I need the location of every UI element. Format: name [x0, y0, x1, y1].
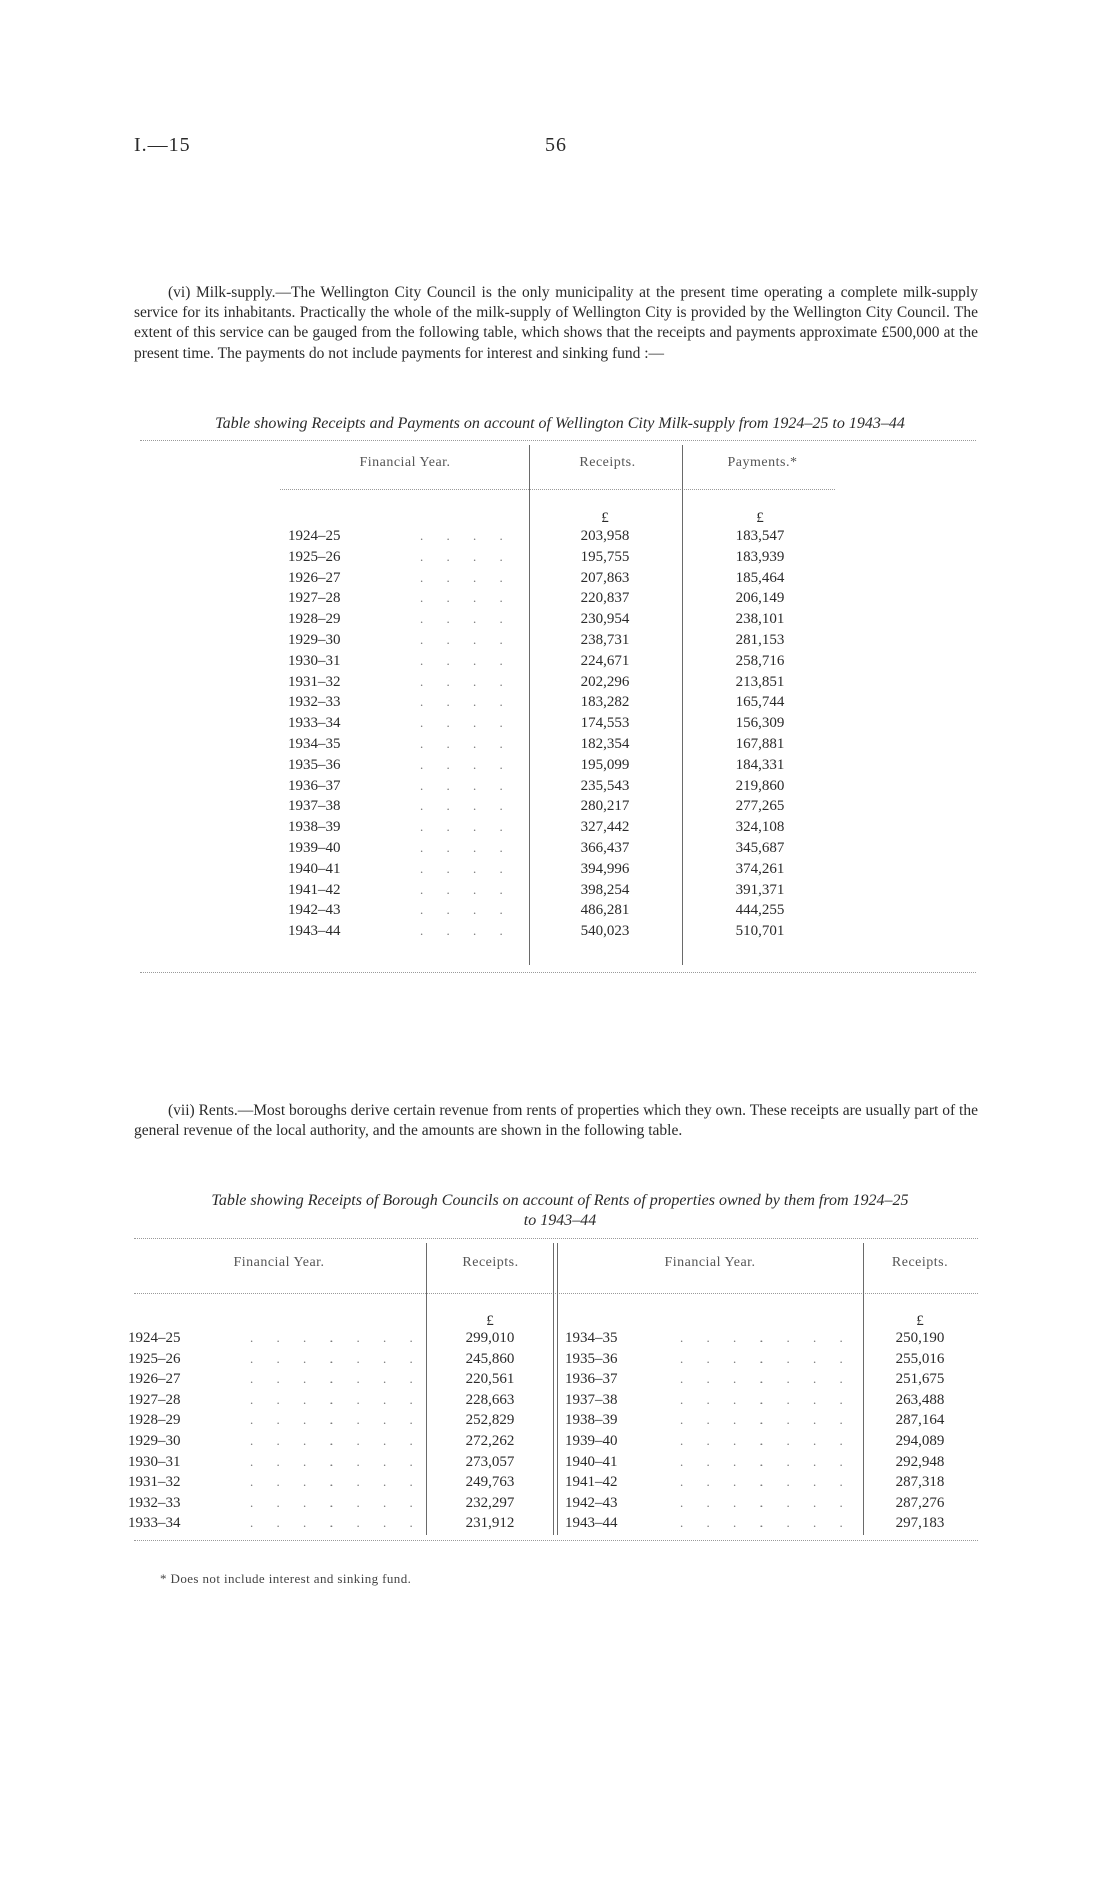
document-reference: I.—15: [134, 134, 191, 156]
milk-row-year: 1942–43: [288, 902, 341, 919]
milk-row-receipts: 327,442: [580, 819, 630, 836]
milk-row-leader: . . . .: [420, 528, 513, 543]
milk-row-payments: 183,939: [735, 548, 785, 565]
milk-row-year: 1943–44: [288, 923, 341, 940]
rents-row-leader-left-2: . . . .: [330, 1391, 423, 1407]
rents-table-caption-line1: Table showing Receipts of Borough Councils on account of Rents of properties owned by them from 1924–25: [211, 1192, 909, 1209]
milk-row-year: 1936–37: [288, 777, 341, 794]
milk-row-year: 1931–32: [288, 673, 341, 690]
rents-row-receipts-left: 245,860: [465, 1350, 515, 1367]
rents-row-year-right: 1939–40: [565, 1433, 618, 1449]
milk-row-year: 1930–31: [288, 652, 341, 669]
milk-row-payments: 345,687: [735, 840, 785, 856]
rents-row-leader-right: . . . .: [680, 1515, 773, 1531]
page-number: 56: [545, 134, 567, 156]
rents-row-leader-left-2: . . . .: [330, 1330, 423, 1345]
rents-row-leader-left-2: . . . .: [330, 1474, 423, 1490]
milk-row-payments: 238,101: [735, 611, 785, 628]
rents-row-year-right: 1934–35: [565, 1330, 618, 1346]
milk-row-receipts: 202,296: [580, 673, 630, 690]
milk-row-year: 1925–26: [288, 548, 341, 565]
milk-row-receipts: 195,755: [580, 548, 630, 565]
rents-row-leader-right-2: . . . .: [760, 1350, 853, 1366]
milk-row-leader: . . . .: [420, 840, 513, 855]
rents-row-leader-right: . . . .: [680, 1494, 773, 1510]
milk-row-leader: . . . .: [420, 632, 513, 647]
rents-row-receipts-left: 220,561: [465, 1371, 515, 1388]
rents-row-leader-left-2: . . . .: [330, 1433, 423, 1448]
milk-row-payments: 374,261: [735, 860, 785, 877]
milk-row-payments: 258,716: [735, 652, 785, 669]
rents-row-year-right: 1940–41: [565, 1453, 618, 1470]
rents-col-year-header-right: Financial Year.: [664, 1255, 756, 1270]
milk-row-receipts: 203,958: [580, 528, 630, 544]
milk-supply-text: (vi) Milk-supply.—The Wellington City Council is the only municipality at the present time operating a complete milk-supply service for its inhabitants. Practically the whole of the milk-supply of Wellington City is provided by the Wellington City Council. The extent of this service can be gauged from the following table, which shows that the receipts and payments approximate £500,000 at the present time. The payments do not include payments for interest and sinking fund :—: [134, 284, 978, 362]
rents-row-year-left: 1932–33: [128, 1494, 181, 1511]
milk-row-leader: . . . .: [420, 736, 513, 751]
milk-row-year: 1934–35: [288, 736, 341, 752]
milk-row-year: 1927–28: [288, 590, 341, 607]
milk-row-payments: 391,371: [735, 881, 785, 898]
rents-row-leader-right: . . . .: [680, 1412, 773, 1428]
milk-row-leader: . . . .: [420, 548, 513, 564]
rents-row-leader-right: . . . .: [680, 1474, 773, 1490]
rents-row-leader-right: . . . .: [680, 1371, 773, 1387]
rents-row-year-left: 1929–30: [128, 1433, 181, 1449]
milk-row-receipts: 207,863: [580, 569, 630, 586]
milk-row-payments: 185,464: [735, 569, 785, 586]
rents-col-receipts-header-right: Receipts.: [891, 1255, 949, 1270]
milk-row-year: 1928–29: [288, 611, 341, 628]
milk-row-leader: . . . .: [420, 652, 513, 668]
rents-table-caption-line2: to 1943–44: [523, 1212, 597, 1229]
rents-receipts-unit-right: £: [916, 1313, 924, 1329]
rents-row-receipts-left: 232,297: [465, 1494, 515, 1511]
rents-row-leader-left: . . . .: [250, 1330, 343, 1345]
rents-row-receipts-left: 231,912: [465, 1515, 515, 1532]
rents-table-bottom-rule: [134, 1540, 978, 1541]
milk-row-receipts: 220,837: [580, 590, 630, 607]
rents-row-receipts-right: 251,675: [895, 1371, 945, 1388]
rents-row-leader-left-2: . . . .: [330, 1453, 423, 1469]
milk-row-payments: 324,108: [735, 819, 785, 836]
rents-row-receipts-right: 287,318: [895, 1474, 945, 1491]
milk-row-payments: 206,149: [735, 590, 785, 607]
rents-row-leader-left: . . . .: [250, 1412, 343, 1428]
milk-row-receipts: 238,731: [580, 632, 630, 648]
rents-row-receipts-left: 249,763: [465, 1474, 515, 1491]
milk-row-payments: 167,881: [735, 736, 785, 752]
milk-row-year: 1935–36: [288, 756, 341, 773]
milk-table-caption: Table showing Receipts and Payments on account of Wellington City Milk-supply from 1924–25 to 1943–44: [215, 415, 905, 432]
milk-row-payments: 510,701: [735, 923, 785, 940]
milk-receipts-unit: £: [601, 510, 609, 526]
milk-row-year: 1941–42: [288, 881, 341, 898]
rents-row-leader-left-2: . . . .: [330, 1371, 423, 1387]
milk-row-year: 1933–34: [288, 715, 341, 732]
milk-row-year: 1924–25: [288, 528, 341, 544]
milk-row-leader: . . . .: [420, 694, 513, 710]
milk-row-receipts: 280,217: [580, 798, 630, 815]
rents-row-receipts-left: 272,262: [465, 1433, 515, 1449]
rents-row-receipts-right: 255,016: [895, 1350, 945, 1367]
milk-table-bottom-rule: [140, 972, 976, 973]
rents-row-year-left: 1931–32: [128, 1474, 181, 1491]
milk-row-receipts: 182,354: [580, 736, 630, 752]
rents-row-year-left: 1933–34: [128, 1515, 181, 1532]
milk-row-year: 1932–33: [288, 694, 341, 711]
rents-paragraph: [134, 1101, 978, 1141]
milk-row-payments: 444,255: [735, 902, 785, 919]
rents-text: (vii) Rents.—Most boroughs derive certain revenue from rents of properties which they own. These receipts are usually part of the general revenue of the local authority, and the amounts are shown in the following table.: [134, 1102, 978, 1140]
rents-row-receipts-right: 287,276: [895, 1494, 945, 1511]
milk-row-year: 1926–27: [288, 569, 341, 586]
rents-row-leader-left: . . . .: [250, 1453, 343, 1469]
milk-row-year: 1937–38: [288, 798, 341, 815]
milk-row-year: 1939–40: [288, 840, 341, 856]
milk-row-year: 1938–39: [288, 819, 341, 836]
rents-row-leader-left-2: . . . .: [330, 1350, 423, 1366]
rents-row-year-right: 1943–44: [565, 1515, 618, 1532]
milk-col-payments-header: Payments.*: [727, 455, 798, 470]
milk-row-receipts: 195,099: [580, 756, 630, 773]
milk-row-leader: . . . .: [420, 673, 513, 689]
milk-col-receipts-header: Receipts.: [579, 455, 636, 470]
milk-row-leader: . . . .: [420, 569, 513, 585]
rents-row-leader-right: . . . .: [680, 1330, 773, 1345]
rents-row-receipts-right: 292,948: [895, 1453, 945, 1470]
milk-row-leader: . . . .: [420, 902, 513, 918]
rents-row-leader-right-2: . . . .: [760, 1371, 853, 1387]
rents-row-year-left: 1925–26: [128, 1350, 181, 1367]
rents-col-year-header-left: Financial Year.: [233, 1255, 325, 1270]
rents-row-leader-right: . . . .: [680, 1453, 773, 1469]
milk-divider-2: [682, 445, 683, 965]
milk-row-leader: . . . .: [420, 860, 513, 876]
milk-row-receipts: 486,281: [580, 902, 630, 919]
rents-row-year-left: 1926–27: [128, 1371, 181, 1388]
rents-row-leader-right: . . . .: [680, 1391, 773, 1407]
rents-row-leader-left-2: . . . .: [330, 1412, 423, 1428]
milk-row-payments: 165,744: [735, 694, 785, 711]
rents-row-leader-left-2: . . . .: [330, 1494, 423, 1510]
rents-col-receipts-header-left: Receipts.: [462, 1255, 519, 1270]
rents-row-receipts-left: 273,057: [465, 1453, 515, 1470]
rents-row-leader-right-2: . . . .: [760, 1453, 853, 1469]
rents-row-leader-left: . . . .: [250, 1433, 343, 1448]
footnote: * Does not include interest and sinking fund.: [160, 1571, 412, 1586]
rents-divider-1: [426, 1243, 427, 1535]
rents-row-leader-right-2: . . . .: [760, 1330, 853, 1345]
rents-row-leader-right: . . . .: [680, 1433, 773, 1448]
milk-row-payments: 183,547: [735, 528, 785, 544]
milk-row-leader: . . . .: [420, 777, 513, 793]
milk-supply-paragraph: [134, 283, 978, 364]
milk-table-top-rule: [140, 440, 976, 441]
milk-row-receipts: 398,254: [580, 881, 630, 898]
rents-row-receipts-right: 297,183: [895, 1515, 945, 1532]
milk-row-receipts: 235,543: [580, 777, 630, 794]
rents-row-leader-right-2: . . . .: [760, 1391, 853, 1407]
rents-row-receipts-left: 228,663: [465, 1391, 515, 1408]
milk-divider-1: [529, 445, 530, 965]
rents-row-leader-right-2: . . . .: [760, 1515, 853, 1531]
rents-table-top-rule: [134, 1238, 978, 1239]
milk-row-payments: 277,265: [735, 798, 785, 815]
rents-row-leader-left: . . . .: [250, 1371, 343, 1387]
rents-row-year-left: 1924–25: [128, 1330, 181, 1346]
milk-row-receipts: 394,996: [580, 860, 630, 877]
milk-row-receipts: 366,437: [580, 840, 630, 856]
milk-row-payments: 213,851: [735, 673, 785, 690]
rents-divider-3: [863, 1243, 864, 1535]
milk-row-leader: . . . .: [420, 756, 513, 772]
rents-row-receipts-right: 287,164: [895, 1412, 945, 1429]
milk-row-payments: 184,331: [735, 756, 785, 773]
milk-row-leader: . . . .: [420, 881, 513, 897]
rents-row-leader-right-2: . . . .: [760, 1433, 853, 1448]
rents-row-leader-left: . . . .: [250, 1391, 343, 1407]
rents-row-receipts-right: 250,190: [895, 1330, 945, 1346]
rents-row-leader-right: . . . .: [680, 1350, 773, 1366]
milk-row-leader: . . . .: [420, 590, 513, 606]
rents-receipts-unit-left: £: [486, 1313, 494, 1329]
rents-row-receipts-left: 299,010: [465, 1330, 515, 1346]
rents-row-year-right: 1941–42: [565, 1474, 618, 1491]
rents-row-year-right: 1938–39: [565, 1412, 618, 1429]
rents-row-receipts-right: 294,089: [895, 1433, 945, 1449]
rents-row-year-left: 1927–28: [128, 1391, 181, 1408]
milk-row-leader: . . . .: [420, 715, 513, 731]
milk-row-year: 1929–30: [288, 632, 341, 648]
milk-row-receipts: 183,282: [580, 694, 630, 711]
milk-row-leader: . . . .: [420, 923, 513, 939]
rents-row-leader-right-2: . . . .: [760, 1474, 853, 1490]
milk-row-receipts: 540,023: [580, 923, 630, 940]
milk-row-leader: . . . .: [420, 798, 513, 814]
rents-row-year-right: 1937–38: [565, 1391, 618, 1408]
rents-row-leader-left: . . . .: [250, 1515, 343, 1531]
rents-row-receipts-left: 252,829: [465, 1412, 515, 1429]
rents-row-leader-right-2: . . . .: [760, 1494, 853, 1510]
milk-table-header-rule: [280, 489, 835, 490]
rents-row-receipts-right: 263,488: [895, 1391, 945, 1408]
milk-row-leader: . . . .: [420, 611, 513, 627]
rents-row-year-left: 1930–31: [128, 1453, 181, 1470]
rents-row-leader-left: . . . .: [250, 1350, 343, 1366]
milk-row-payments: 219,860: [735, 777, 785, 794]
milk-row-leader: . . . .: [420, 819, 513, 835]
milk-row-payments: 281,153: [735, 632, 785, 648]
milk-row-receipts: 224,671: [580, 652, 630, 669]
rents-row-year-right: 1936–37: [565, 1371, 618, 1388]
milk-payments-unit: £: [756, 510, 764, 526]
rents-row-year-left: 1928–29: [128, 1412, 181, 1429]
milk-row-receipts: 230,954: [580, 611, 630, 628]
milk-row-receipts: 174,553: [580, 715, 630, 732]
rents-row-leader-left: . . . .: [250, 1474, 343, 1490]
rents-row-leader-left: . . . .: [250, 1494, 343, 1510]
rents-row-year-right: 1942–43: [565, 1494, 618, 1511]
rents-row-leader-left-2: . . . .: [330, 1515, 423, 1531]
milk-col-year-header: Financial Year.: [359, 455, 451, 470]
rents-row-leader-right-2: . . . .: [760, 1412, 853, 1428]
rents-divider-double: [553, 1243, 558, 1535]
milk-row-year: 1940–41: [288, 860, 341, 877]
rents-row-year-right: 1935–36: [565, 1350, 618, 1367]
milk-row-payments: 156,309: [735, 715, 785, 732]
